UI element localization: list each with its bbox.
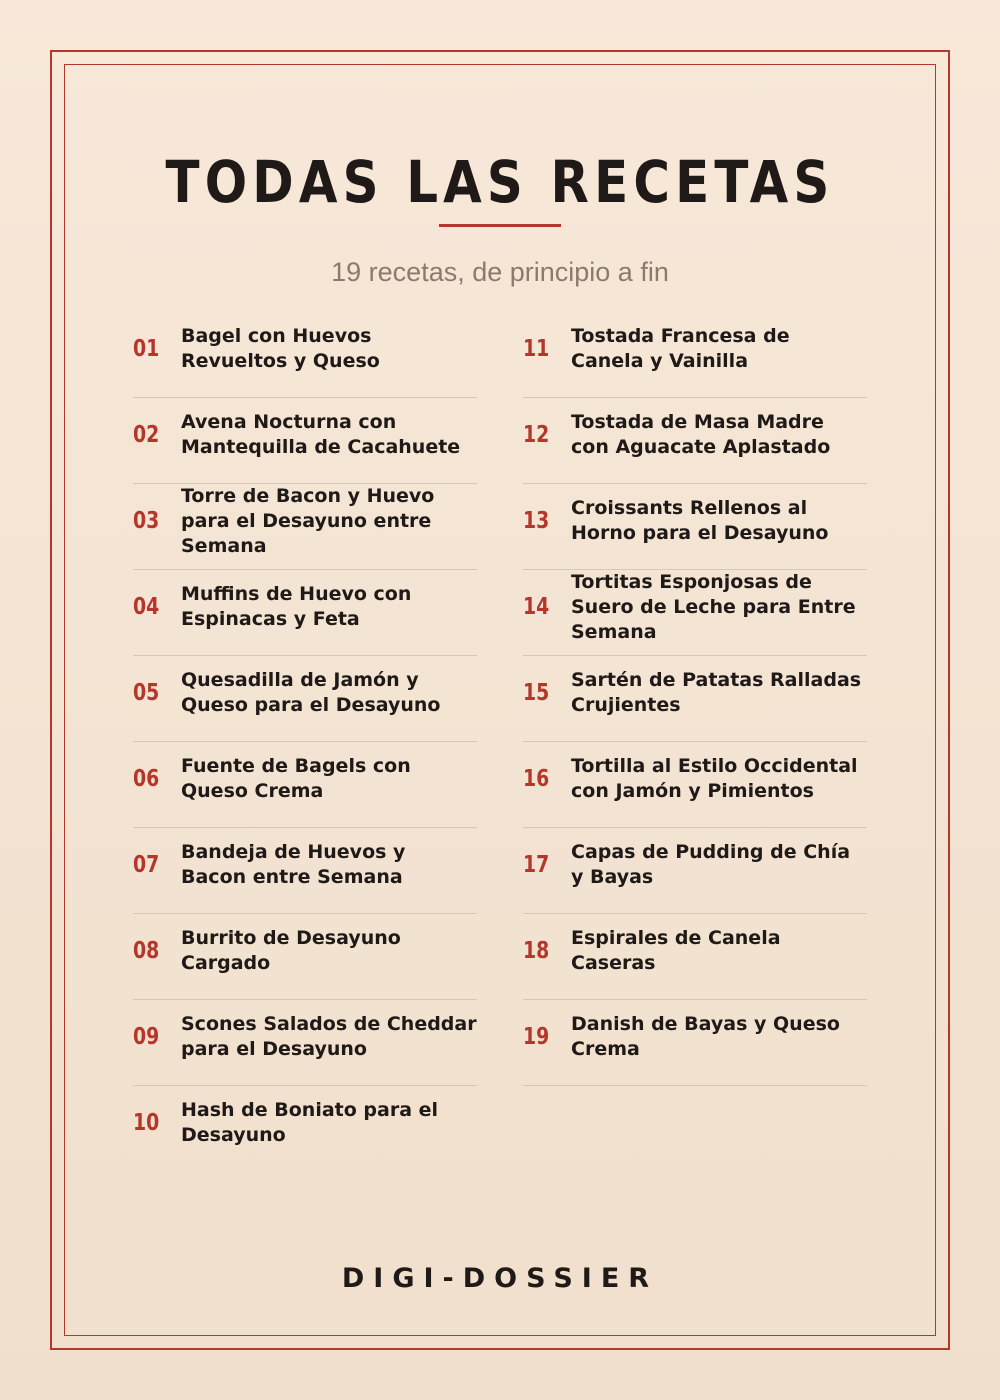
recipe-item-15 bbox=[523, 656, 867, 742]
recipe-number: 01 bbox=[133, 336, 160, 362]
brand-footer: DIGI-DOSSIER bbox=[341, 1263, 659, 1294]
recipe-name: Croissants Rellenos al Horno para el Desayuno bbox=[571, 497, 829, 544]
recipe-name: Hash de Boniato para el Desayuno bbox=[181, 1099, 439, 1146]
recipe-number: 18 bbox=[523, 938, 550, 964]
recipe-number: 14 bbox=[523, 594, 550, 620]
recipe-item-08 bbox=[133, 914, 477, 1000]
recipe-number: 10 bbox=[133, 1110, 160, 1136]
page-subtitle: 19 recetas, de principio a fin bbox=[331, 257, 669, 287]
recipe-number: 17 bbox=[523, 852, 550, 878]
recipe-item-19 bbox=[523, 1000, 867, 1086]
recipe-number: 06 bbox=[133, 766, 160, 792]
recipe-name: Tortilla al Estilo Occidental con Jamón y Pimientos bbox=[571, 755, 858, 802]
recipe-item-05 bbox=[133, 656, 477, 742]
recipe-item-13 bbox=[523, 484, 867, 570]
recipe-number: 12 bbox=[523, 422, 550, 448]
recipe-number: 03 bbox=[133, 508, 160, 534]
recipe-item-06 bbox=[133, 742, 477, 828]
title-underline bbox=[439, 224, 561, 227]
recipe-item-03 bbox=[133, 484, 477, 570]
recipe-item-16 bbox=[523, 742, 867, 828]
recipe-number: 16 bbox=[523, 766, 550, 792]
recipe-name: Bandeja de Huevos y Bacon entre Semana bbox=[181, 841, 406, 888]
recipe-column-left bbox=[133, 312, 477, 1172]
recipe-number: 07 bbox=[133, 852, 160, 878]
recipe-item-10 bbox=[133, 1086, 477, 1172]
recipe-item-18 bbox=[523, 914, 867, 1000]
recipe-number: 04 bbox=[133, 594, 160, 620]
recipe-name: Espirales de Canela Caseras bbox=[571, 927, 781, 974]
recipe-item-02 bbox=[133, 398, 477, 484]
recipe-item-09 bbox=[133, 1000, 477, 1086]
recipe-name: Capas de Pudding de Chía y Bayas bbox=[571, 841, 851, 888]
recipe-item-12 bbox=[523, 398, 867, 484]
recipe-item-07 bbox=[133, 828, 477, 914]
recipe-number: 19 bbox=[523, 1024, 550, 1050]
recipe-item-11 bbox=[523, 312, 867, 398]
recipe-column-right bbox=[523, 312, 867, 1086]
recipe-name: Avena Nocturna con Mantequilla de Cacahuete bbox=[181, 411, 461, 458]
recipe-name: Sartén de Patatas Ralladas Crujientes bbox=[571, 669, 862, 716]
recipe-number: 02 bbox=[133, 422, 160, 448]
recipe-name: Burrito de Desayuno Cargado bbox=[181, 927, 401, 974]
recipe-item-01 bbox=[133, 312, 477, 398]
recipe-number: 15 bbox=[523, 680, 550, 706]
recipe-item-14 bbox=[523, 570, 867, 656]
recipe-number: 05 bbox=[133, 680, 160, 706]
recipe-name: Tostada de Masa Madre con Aguacate Aplastado bbox=[571, 411, 831, 458]
recipe-item-17 bbox=[523, 828, 867, 914]
recipe-name: Fuente de Bagels con Queso Crema bbox=[181, 755, 411, 802]
recipe-name: Quesadilla de Jamón y Queso para el Desayuno bbox=[181, 669, 441, 716]
recipe-number: 09 bbox=[133, 1024, 160, 1050]
recipe-name: Tortitas Esponjosas de Suero de Leche para Entre Semana bbox=[571, 570, 856, 643]
recipe-number: 11 bbox=[523, 336, 550, 362]
recipe-number: 13 bbox=[523, 508, 550, 534]
recipe-name: Bagel con Huevos Revueltos y Queso bbox=[181, 325, 380, 372]
recipe-item-04 bbox=[133, 570, 477, 656]
page-title: TODAS LAS RECETAS bbox=[165, 148, 835, 216]
recipe-name: Muffins de Huevo con Espinacas y Feta bbox=[181, 583, 412, 630]
recipe-name: Scones Salados de Cheddar para el Desayuno bbox=[181, 1013, 477, 1060]
recipe-name: Torre de Bacon y Huevo para el Desayuno entre Semana bbox=[181, 484, 435, 557]
recipe-name: Tostada Francesa de Canela y Vainilla bbox=[571, 325, 790, 372]
recipe-name: Danish de Bayas y Queso Crema bbox=[571, 1013, 840, 1060]
recipe-number: 08 bbox=[133, 938, 160, 964]
